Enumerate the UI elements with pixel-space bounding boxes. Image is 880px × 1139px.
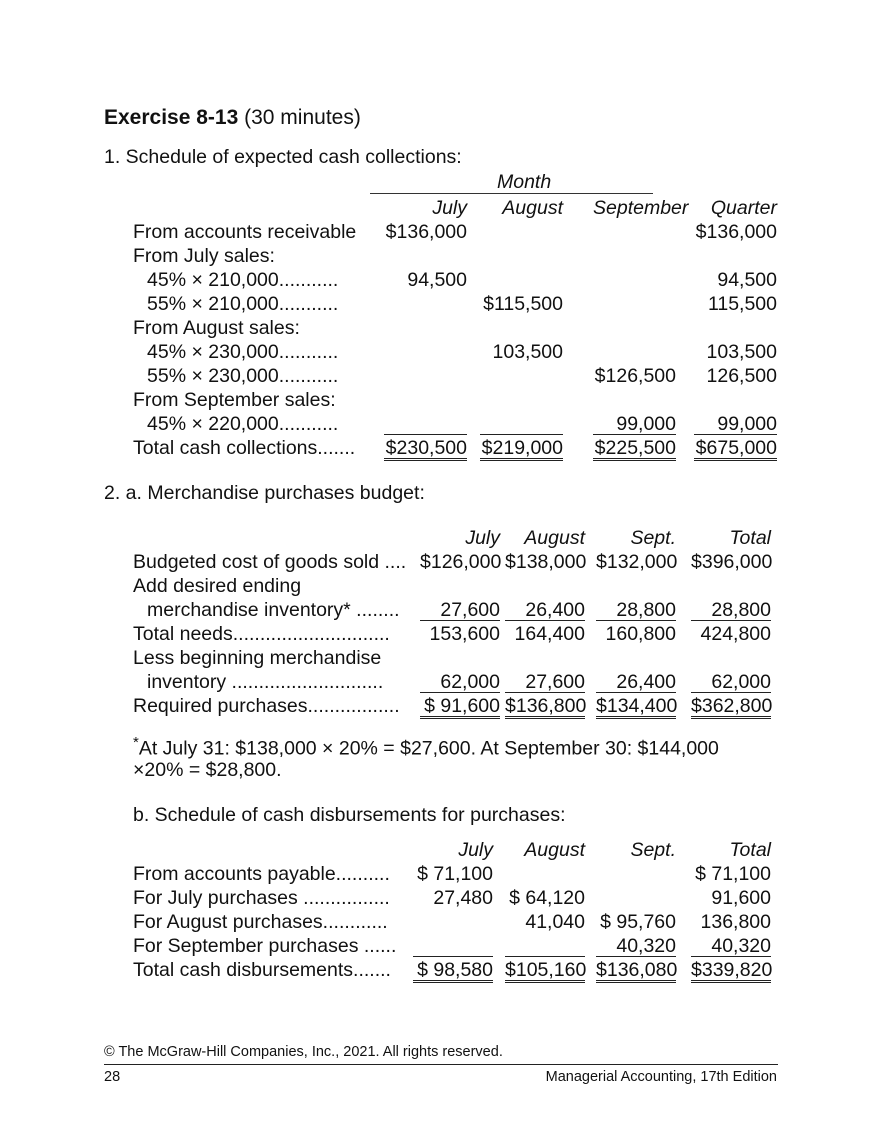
title-bold: Exercise 8-13 — [104, 106, 239, 129]
table-cell: $115,500 — [483, 293, 563, 315]
table-cell: 28,800 — [691, 598, 771, 621]
row-label: 55% × 210,000........... — [147, 293, 339, 315]
row-label: For September purchases ...... — [133, 935, 397, 957]
table-cell — [420, 574, 500, 596]
month-divider — [370, 193, 653, 194]
table-cell: 40,320 — [596, 934, 676, 957]
table-cell: 26,400 — [596, 670, 676, 693]
row-label: Add desired ending — [133, 575, 302, 597]
row-label: From July sales: — [133, 245, 275, 267]
table-cell: 424,800 — [700, 623, 771, 645]
row-label: 45% × 220,000........... — [147, 413, 339, 435]
table-cell: $ 71,100 — [417, 863, 493, 885]
table-cell: 27,600 — [420, 598, 500, 621]
row-label: Total needs............................. — [133, 623, 390, 645]
table-cell: $136,080 — [596, 959, 678, 981]
table-cell: $230,500 — [385, 437, 467, 459]
table-cell — [480, 388, 563, 410]
table-cell — [593, 292, 676, 314]
table-cell — [384, 340, 467, 362]
table-cell: $396,000 — [691, 551, 773, 573]
table-cell: $134,400 — [596, 695, 678, 717]
column-header-july: July — [465, 527, 500, 549]
table-cell: 99,000 — [694, 412, 777, 435]
table-cell — [593, 268, 676, 290]
table-cell: 103,500 — [706, 341, 777, 363]
table-cell — [505, 862, 585, 884]
table-cell: 126,500 — [706, 365, 777, 387]
table-cell — [480, 244, 563, 266]
footnote-line-2: ×20% = $28,800. — [133, 759, 282, 781]
footnote — [133, 734, 719, 761]
table-cell: 94,500 — [717, 269, 777, 291]
table-cell — [593, 220, 676, 242]
table-cell: $126,500 — [594, 365, 676, 387]
table-cell — [596, 646, 676, 668]
page-number: 28 — [104, 1069, 121, 1085]
table-cell — [480, 220, 563, 242]
table-cell: $ 64,120 — [509, 887, 585, 909]
table-cell: 27,600 — [505, 670, 585, 693]
row-label: 55% × 230,000........... — [147, 365, 339, 387]
column-header-sept: Sept. — [630, 839, 676, 861]
table-cell — [596, 886, 676, 908]
row-label: For August purchases............ — [133, 911, 388, 933]
row-label: From September sales: — [133, 389, 336, 411]
table-cell — [384, 412, 467, 435]
table-cell: $225,500 — [594, 437, 676, 459]
column-header-quarter: Quarter — [710, 197, 777, 219]
table-cell: 94,500 — [407, 269, 467, 291]
table-cell — [694, 244, 777, 266]
row-label: From August sales: — [133, 317, 300, 339]
table-cell: $362,800 — [691, 695, 773, 717]
table-cell: $ 95,760 — [600, 911, 676, 933]
table-cell: $675,000 — [695, 437, 777, 459]
table-cell: $ 91,600 — [420, 694, 500, 719]
table-cell: 160,800 — [605, 623, 676, 645]
part1-heading: 1. Schedule of expected cash collections: — [104, 146, 462, 168]
column-header-july: July — [458, 839, 493, 861]
row-label: 45% × 230,000........... — [147, 341, 339, 363]
table-cell: $105,160 — [505, 959, 587, 981]
table-cell — [384, 316, 467, 338]
table-cell: 99,000 — [593, 412, 676, 435]
copyright: © The McGraw-Hill Companies, Inc., 2021. All rights reserved. — [104, 1044, 503, 1060]
row-label: From accounts payable.......... — [133, 863, 390, 885]
table-cell — [413, 910, 493, 932]
table-cell: $126,000 — [420, 551, 502, 573]
column-header-august: August — [502, 197, 563, 219]
table-cell — [420, 646, 500, 668]
table-cell: $ 98,580 — [413, 958, 493, 983]
table-cell: $136,000 — [385, 221, 467, 243]
part2b-heading: b. Schedule of cash disbursements for purchases: — [133, 804, 566, 826]
table-cell — [384, 364, 467, 386]
table-cell — [480, 268, 563, 290]
footnote-mark: * — [133, 734, 139, 751]
table-cell: 28,800 — [596, 598, 676, 621]
table-cell: 41,040 — [525, 911, 585, 933]
table-cell — [384, 388, 467, 410]
table-cell: $136,000 — [695, 221, 777, 243]
table-cell: $136,800 — [505, 695, 587, 717]
table-cell: 62,000 — [691, 670, 771, 693]
row-label: Total cash disbursements....... — [133, 959, 391, 981]
table-cell — [593, 388, 676, 410]
row-label: merchandise inventory* ........ — [147, 599, 400, 621]
column-header-august: August — [524, 839, 585, 861]
table-cell — [694, 388, 777, 410]
column-header-august: August — [524, 527, 585, 549]
table-cell: 40,320 — [691, 934, 771, 957]
table-cell — [596, 862, 676, 884]
table-cell — [694, 316, 777, 338]
footnote-line-1: At July 31: $138,000 × 20% = $27,600. At September 30: $144,000 — [138, 737, 719, 760]
month-group-header: Month — [497, 171, 552, 193]
column-header-july: July — [432, 197, 467, 219]
table-cell — [413, 934, 493, 957]
table-cell: 91,600 — [711, 887, 771, 909]
table-cell — [691, 646, 771, 668]
row-label: Less beginning merchandise — [133, 647, 382, 669]
table-cell — [480, 412, 563, 435]
table-cell — [505, 646, 585, 668]
table-cell — [593, 316, 676, 338]
footer-rule — [104, 1064, 778, 1065]
table-cell: $219,000 — [481, 437, 563, 459]
table-cell: 103,500 — [492, 341, 563, 363]
book-title: Managerial Accounting, 17th Edition — [545, 1069, 777, 1085]
table-cell: 62,000 — [420, 670, 500, 693]
title-duration: (30 minutes) — [238, 106, 361, 129]
table-cell: $138,000 — [505, 551, 587, 573]
table-cell: $ 71,100 — [695, 863, 771, 885]
part2a-heading: 2. a. Merchandise purchases budget: — [104, 482, 425, 504]
table-cell: 164,400 — [514, 623, 585, 645]
column-header-september: September — [593, 197, 689, 219]
table-cell: 26,400 — [505, 598, 585, 621]
row-label: From accounts receivable — [133, 221, 357, 243]
table-cell — [480, 364, 563, 386]
table-cell — [384, 292, 467, 314]
table-cell — [593, 340, 676, 362]
column-header-sept: Sept. — [630, 527, 676, 549]
row-label: 45% × 210,000........... — [147, 269, 339, 291]
table-cell — [691, 574, 771, 596]
row-label: Total cash collections....... — [133, 437, 356, 459]
table-cell: 27,480 — [433, 887, 493, 909]
table-cell — [505, 574, 585, 596]
table-cell — [505, 934, 585, 957]
row-label: Budgeted cost of goods sold .... — [133, 551, 407, 573]
column-header-total: Total — [729, 527, 771, 549]
table-cell — [384, 244, 467, 266]
table-cell: 136,800 — [700, 911, 771, 933]
row-label: inventory ............................ — [147, 671, 384, 693]
table-cell: 153,600 — [429, 623, 500, 645]
table-cell: 115,500 — [707, 293, 777, 315]
table-cell — [593, 244, 676, 266]
table-cell — [480, 316, 563, 338]
table-cell — [596, 574, 676, 596]
column-header-total: Total — [729, 839, 771, 861]
exercise-title — [104, 106, 361, 130]
table-cell: $132,000 — [596, 551, 678, 573]
row-label: Required purchases................. — [133, 695, 400, 717]
row-label: For July purchases ................ — [133, 887, 390, 909]
table-cell: $339,820 — [691, 959, 773, 981]
